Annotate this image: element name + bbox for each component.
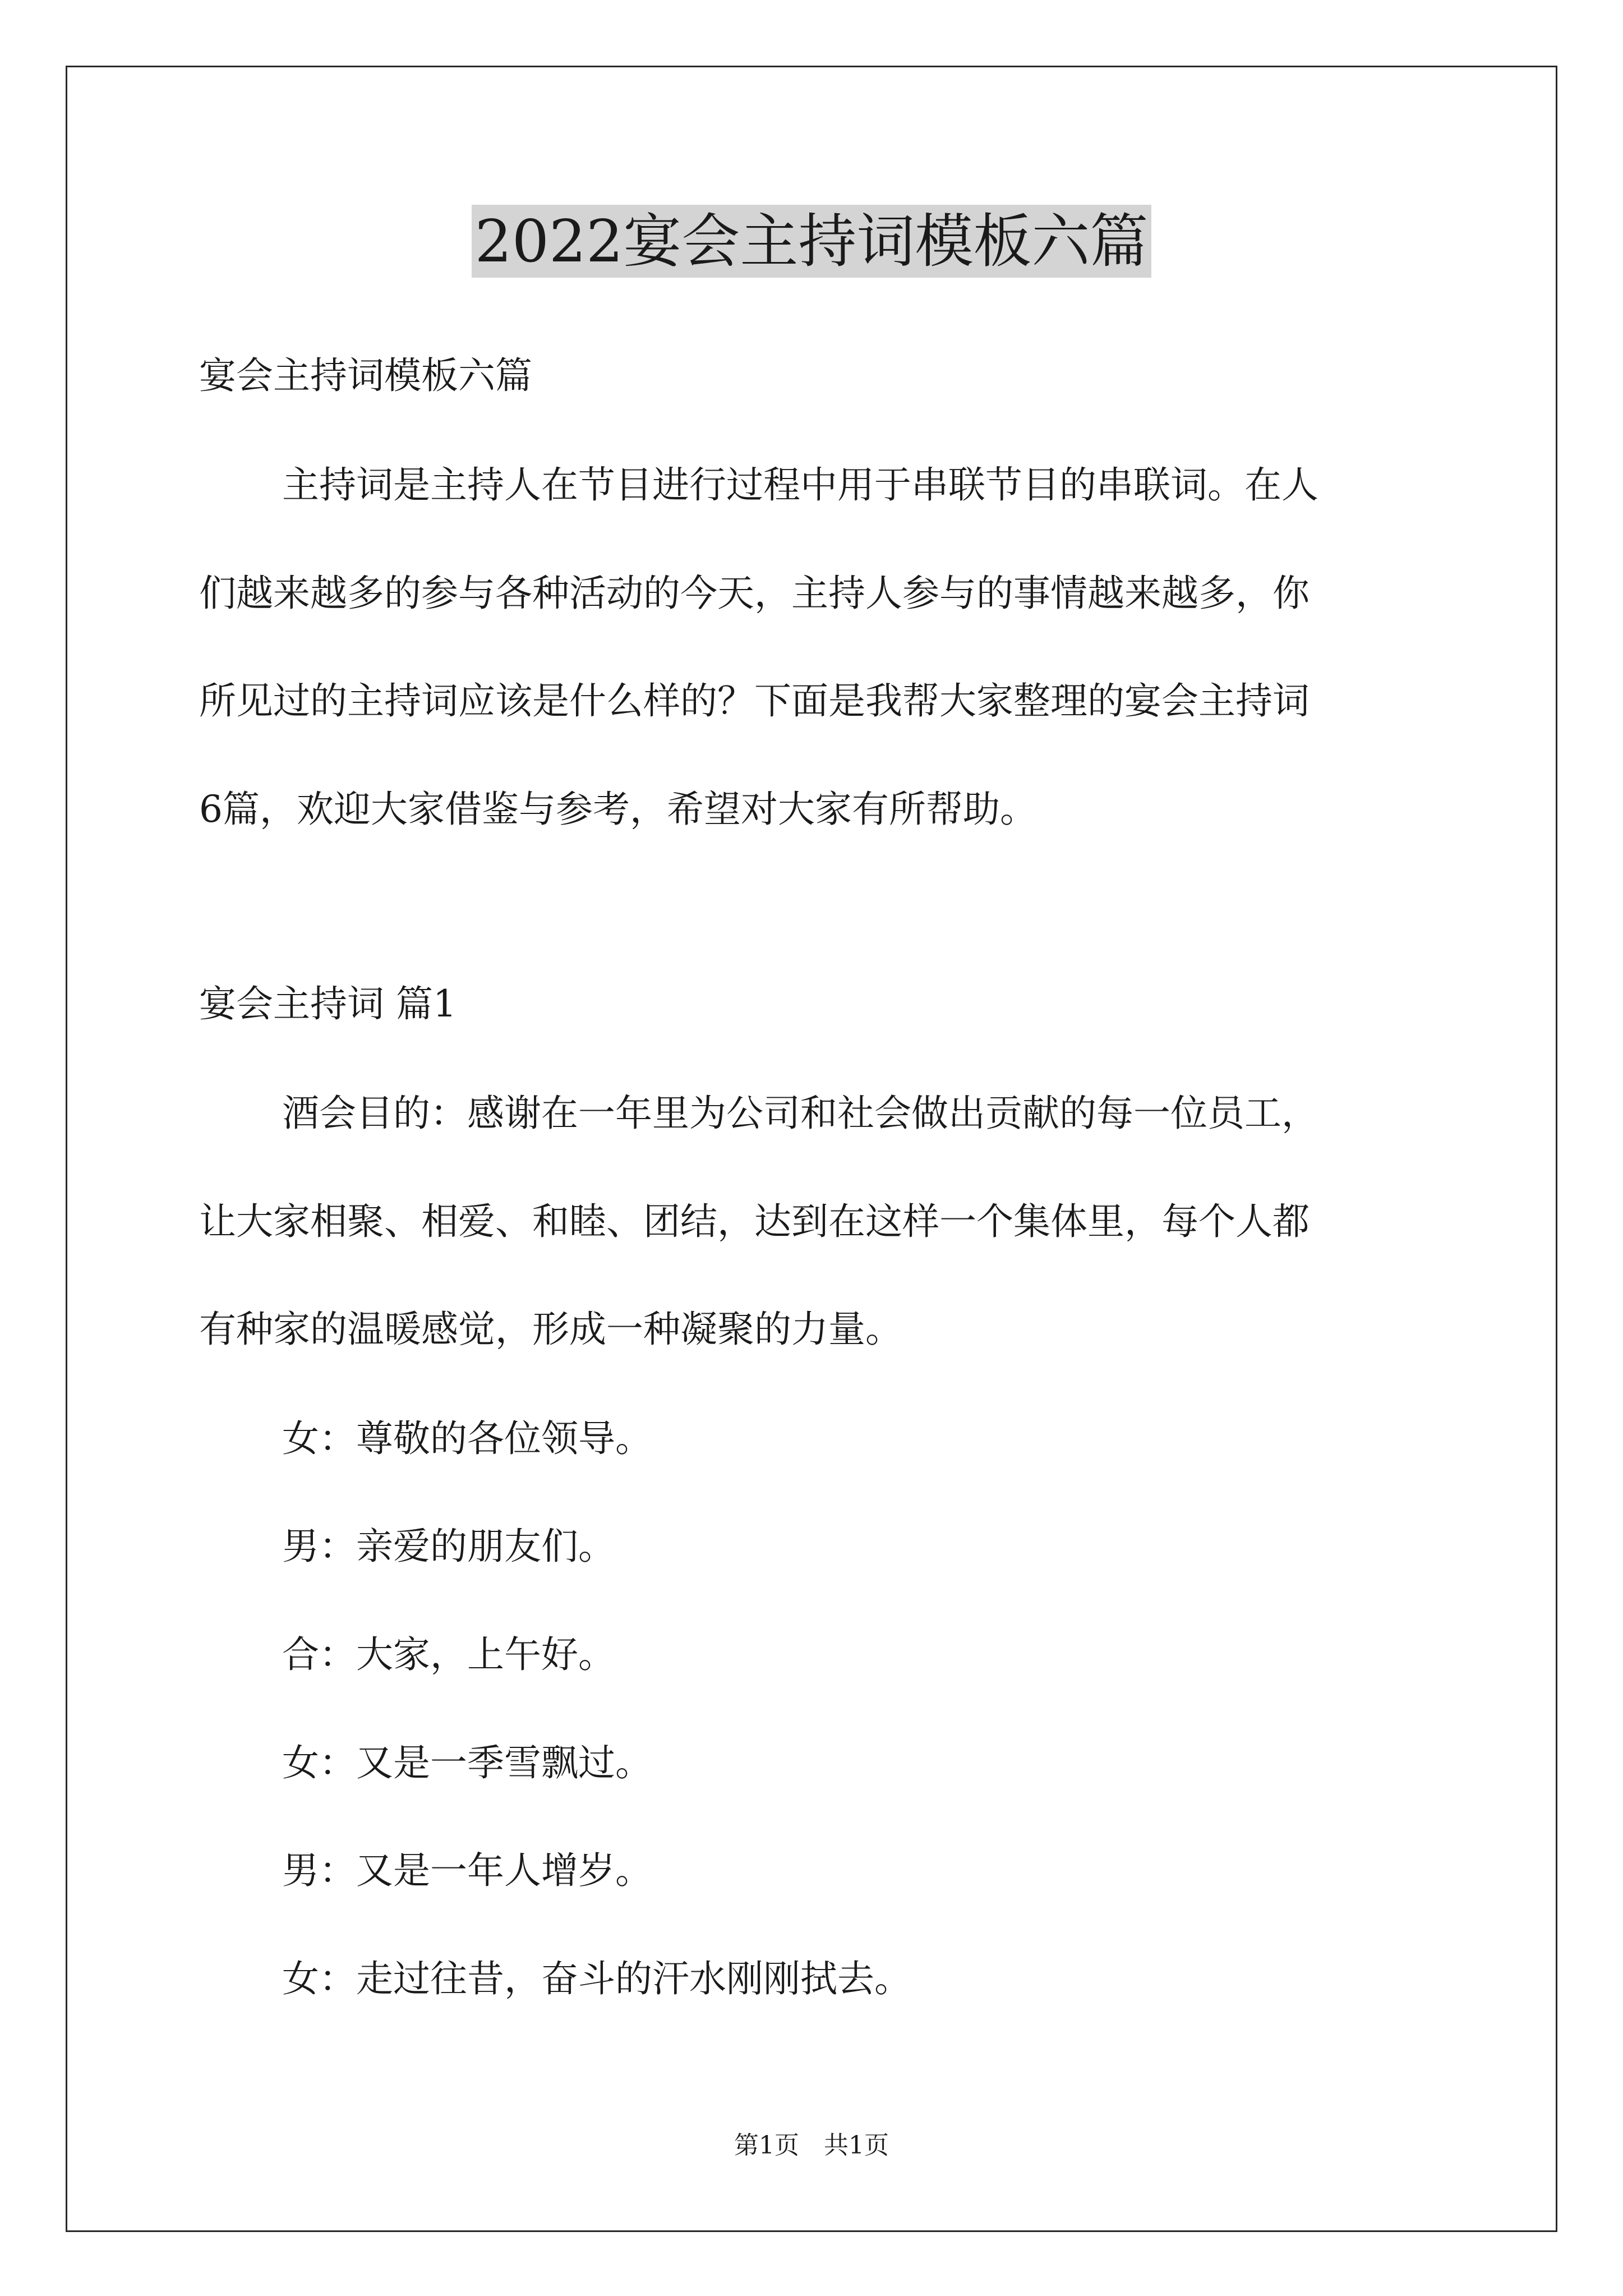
intro-line: 6篇，欢迎大家借鉴与参考，希望对大家有所帮助。: [199, 788, 1037, 831]
purpose-line: 有种家的温暖感觉，形成一种凝聚的力量。: [199, 1308, 902, 1351]
dialogue-line: 合：大家，上午好。: [282, 1633, 615, 1676]
document-title-text: 2022宴会主持词模板六篇: [472, 205, 1152, 278]
dialogue-line: 男：亲爱的朋友们。: [282, 1525, 615, 1568]
dialogue-line: 女：尊敬的各位领导。: [282, 1417, 652, 1460]
purpose-line: 让大家相聚、相爱、和睦、团结，达到在这样一个集体里，每个人都: [199, 1200, 1310, 1243]
document-title: [0, 202, 1623, 280]
intro-line: 们越来越多的参与各种活动的今天，主持人参与的事情越来越多，你: [199, 572, 1310, 615]
document-subtitle: 宴会主持词模板六篇: [199, 354, 532, 397]
dialogue-line: 女：又是一季雪飘过。: [282, 1741, 652, 1784]
purpose-line: 酒会目的：感谢在一年里为公司和社会做出贡献的每一位员工，: [282, 1092, 1318, 1135]
intro-line: 主持词是主持人在节目进行过程中用于串联节目的串联词。在人: [282, 463, 1318, 507]
section-heading: 宴会主持词 篇1: [199, 982, 457, 1025]
dialogue-line: 男：又是一年人增岁。: [282, 1849, 652, 1892]
page-footer: 第1页 共1页: [734, 2131, 889, 2160]
intro-line: 所见过的主持词应该是什么样的？下面是我帮大家整理的宴会主持词: [199, 679, 1310, 723]
dialogue-line: 女：走过往昔，奋斗的汗水刚刚拭去。: [282, 1957, 911, 2000]
